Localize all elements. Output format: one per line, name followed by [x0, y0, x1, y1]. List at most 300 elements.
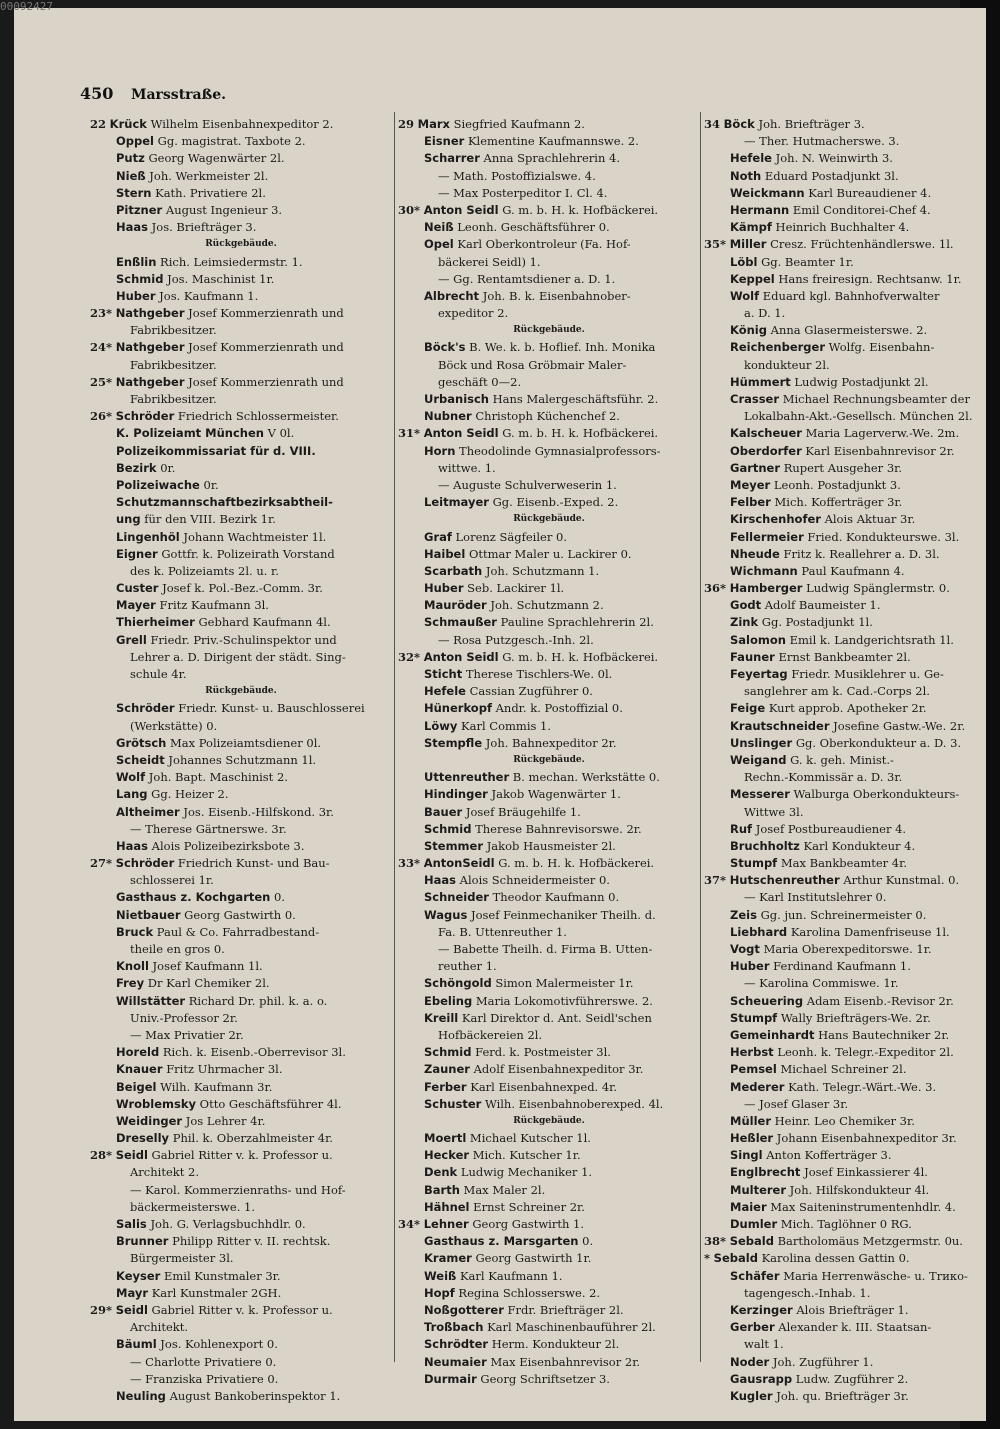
directory-entry — [398, 1010, 700, 1027]
entry-details: Gg. Eisenb.-Exped. 2. — [492, 495, 619, 510]
directory-entry — [398, 975, 700, 992]
directory-entry — [90, 1233, 392, 1250]
entry-continuation: Fabrikbesitzer. — [130, 323, 217, 338]
entry-continuation: des k. Polizeiamts 2l. u. r. — [130, 563, 279, 578]
directory-entry — [90, 219, 392, 236]
surname: Krück — [109, 117, 147, 131]
entry-continuation: — Math. Postoffizialswe. 4. — [438, 168, 596, 183]
directory-entry — [398, 1130, 700, 1147]
surname: Salis — [116, 1217, 147, 1231]
surname: Sebald — [729, 1234, 774, 1249]
surname: Unslinger — [730, 735, 793, 750]
surname: Weidinger — [116, 1113, 183, 1128]
surname: Bruck — [116, 924, 154, 939]
directory-entry — [90, 1388, 392, 1405]
surname: Mauröder — [424, 598, 487, 613]
directory-entry — [398, 735, 700, 752]
surname: Anton Seidl — [423, 426, 499, 441]
directory-entry — [704, 425, 986, 442]
entry-details: Joh. G. Verlagsbuchhdlr. 0. — [150, 1217, 306, 1231]
section-heading: Rückgebäude. — [205, 686, 277, 697]
entry-details: Friedr. Kunst- u. Bauschlosserei — [178, 701, 365, 716]
entry-details: August Bankoberinspektor 1. — [169, 1388, 341, 1403]
directory-entry — [704, 374, 986, 391]
house-number: 30* — [398, 202, 421, 217]
entry-continuation: reuther 1. — [438, 959, 497, 974]
entry-details: Josef Kommerzienrath und — [188, 306, 344, 321]
directory-entry — [704, 477, 986, 494]
surname: Hefele — [730, 151, 772, 166]
house-number: 36* — [704, 581, 727, 596]
directory-entry — [704, 872, 986, 889]
entry-details: G. m. b. H. k. Hofbäckerei. — [498, 856, 655, 871]
street-title: Marsstraße. — [130, 87, 227, 103]
surname: Beigel — [116, 1079, 157, 1094]
surname: Wolf — [116, 770, 146, 785]
entry-details: Maria Lokomotivführerswe. 2. — [475, 993, 653, 1008]
entry-continuation: — Rosa Putzgesch.-Inh. 2l. — [438, 632, 594, 647]
entry-continuation: schule 4r. — [130, 667, 187, 681]
entry-continuation: — Max Posterpeditor I. Cl. 4. — [438, 185, 608, 200]
surname: Anton Seidl — [423, 649, 499, 664]
directory-entry — [398, 443, 700, 460]
directory-entry — [704, 116, 986, 133]
directory-entry — [90, 597, 392, 614]
entry-details: G. m. b. H. k. Hofbäckerei. — [502, 202, 659, 217]
entry-details: Josef Einkassierer 4l. — [804, 1165, 928, 1180]
directory-entry — [704, 1250, 986, 1267]
entry-continuation: Böck und Rosa Gröbmair Maler- — [438, 357, 627, 372]
surname: Hermann — [730, 202, 790, 217]
surname: Noth — [730, 168, 762, 183]
directory-entry — [704, 254, 986, 271]
surname: Böck — [723, 117, 755, 131]
surname: Lingenhöl — [116, 529, 180, 544]
directory-entry — [90, 133, 392, 150]
directory-entry — [398, 1302, 700, 1319]
directory-entry — [704, 391, 986, 408]
entry-continuation: — Max Privatier 2r. — [130, 1027, 244, 1042]
entry-details: Ludwig Postadjunkt 2l. — [794, 374, 929, 389]
entry-details: Joh. Werkmeister 2l. — [149, 168, 269, 183]
house-number: 25* — [90, 374, 113, 389]
directory-entry — [704, 494, 986, 511]
directory-entry — [704, 838, 986, 855]
surname: Polizeikommissariat für d. VIII. — [116, 443, 316, 458]
directory-entry — [90, 1044, 392, 1061]
directory-entry — [704, 941, 986, 958]
entry-details: Ludw. Zugführer 2. — [795, 1371, 909, 1386]
directory-entry — [704, 1319, 986, 1336]
directory-entry — [90, 1285, 392, 1302]
directory-entry — [90, 288, 392, 305]
directory-entry — [90, 1061, 392, 1078]
column-divider — [394, 112, 395, 1362]
surname: Zeis — [730, 907, 757, 922]
entry-details: Phil. k. Oberzahlmeister 4r. — [172, 1131, 333, 1146]
directory-entry — [90, 374, 392, 391]
surname: Multerer — [730, 1182, 787, 1197]
directory-entry — [90, 529, 392, 546]
entry-details: Georg Schriftsetzer 3. — [480, 1371, 610, 1386]
surname: Vogt — [730, 942, 760, 956]
directory-entry — [90, 838, 392, 855]
column-divider — [700, 112, 701, 1362]
surname: Bäuml — [116, 1337, 157, 1352]
surname: Bauer — [424, 804, 463, 819]
surname: Kerzinger — [730, 1302, 793, 1317]
surname: Kreill — [424, 1010, 459, 1025]
entry-details: Andr. k. Postoffizial 0. — [495, 701, 623, 716]
section-heading: Rückgebäude. — [205, 239, 277, 250]
directory-entry — [90, 1130, 392, 1147]
entry-continuation: — Therese Gärtnerswe. 3r. — [130, 821, 287, 836]
surname: Nathgeber — [115, 306, 185, 321]
entry-details: Therese Tischlers-We. 0l. — [465, 667, 613, 681]
surname: Krautschneider — [730, 718, 830, 733]
entry-continuation: Bürgermeister 3l. — [130, 1251, 234, 1266]
entry-details: Rupert Ausgeher 3r. — [783, 460, 903, 475]
surname: Miller — [729, 237, 767, 252]
surname: Anton Seidl — [423, 202, 499, 217]
entry-details: 0r. — [203, 477, 219, 492]
surname: Grell — [116, 632, 147, 647]
entry-details: Heinrich Buchhalter 4. — [775, 220, 910, 235]
entry-details: Joh. Bapt. Maschinist 2. — [148, 770, 288, 785]
surname: Huber — [424, 581, 464, 596]
entry-details: Joh. Briefträger 3. — [758, 117, 865, 131]
directory-entry — [704, 1216, 986, 1233]
surname: Putz — [116, 151, 145, 166]
directory-entry — [704, 597, 986, 614]
house-number: 29* — [90, 1302, 113, 1317]
entry-continuation: Fa. B. Uttenreuther 1. — [438, 924, 567, 939]
directory-entry — [398, 821, 700, 838]
directory-entry — [398, 872, 700, 889]
surname: Wagus — [424, 907, 468, 922]
surname: Hümmert — [730, 374, 791, 389]
entry-details: Karl Eisenbahnexped. 4r. — [470, 1079, 618, 1094]
entry-details: Wolfg. Eisenbahn- — [828, 340, 935, 355]
entry-details: Alois Briefträger 1. — [796, 1302, 909, 1317]
entry-details: Gg. magistrat. Taxbote 2. — [157, 134, 306, 149]
entry-details: Pauline Sprachlehrerin 2l. — [500, 615, 654, 630]
directory-entry — [398, 666, 700, 683]
directory-entry — [90, 614, 392, 631]
surname: Godt — [730, 598, 762, 613]
surname: Durmair — [424, 1371, 477, 1386]
entry-details: Alois Schneidermeister 0. — [459, 873, 610, 888]
house-number: * — [704, 1251, 711, 1266]
surname: Barth — [424, 1182, 460, 1197]
surname: Bezirk — [116, 460, 157, 475]
entry-details: Alois Polizeibezirksbote 3. — [151, 838, 305, 853]
entry-details: Jos. Eisenb.-Hilfskond. 3r. — [183, 804, 334, 819]
entry-details: Leonh. Postadjunkt 3. — [773, 477, 901, 492]
directory-entry — [398, 1216, 700, 1233]
surname: Scheidt — [116, 752, 165, 767]
surname: Schrödter — [424, 1337, 489, 1352]
directory-entry — [704, 563, 986, 580]
directory-entry — [90, 632, 392, 649]
directory-entry — [704, 1182, 986, 1199]
surname: Bruchholtz — [730, 838, 800, 853]
surname: Scheuering — [730, 993, 804, 1008]
directory-entry — [398, 1354, 700, 1371]
entry-details: Adolf Baumeister 1. — [764, 598, 881, 613]
directory-entry — [398, 718, 700, 735]
entry-details: für den VIII. Bezirk 1r. — [144, 512, 276, 527]
directory-entry — [398, 786, 700, 803]
surname: Haas — [116, 838, 148, 853]
surname: Knauer — [116, 1062, 163, 1077]
section-heading: Rückgebäude. — [513, 514, 585, 525]
entry-continuation: Fabrikbesitzer. — [130, 392, 217, 406]
surname: Gausrapp — [730, 1371, 793, 1386]
directory-entry — [90, 1268, 392, 1285]
entry-details: Leonh. Geschäftsführer 0. — [457, 220, 610, 235]
entry-details: Karl Commis 1. — [461, 718, 552, 733]
directory-entry — [90, 855, 392, 872]
entry-continuation: Architekt. — [130, 1320, 188, 1335]
entry-continuation: bäckerei Seidl) 1. — [438, 254, 541, 269]
entry-details: 0. — [582, 1234, 594, 1249]
surname: Müller — [730, 1113, 771, 1128]
entry-details: Alois Aktuar 3r. — [824, 512, 916, 527]
entry-details: Jakob Hausmeister 2l. — [486, 838, 616, 853]
entry-details: Michael Schreiner 2l. — [780, 1062, 907, 1077]
entry-details: Lorenz Sägfeiler 0. — [455, 529, 567, 544]
directory-entry — [398, 683, 700, 700]
entry-details: Cassian Zugführer 0. — [469, 684, 593, 699]
surname: ung — [116, 512, 141, 527]
entry-details: Max Maler 2l. — [463, 1182, 546, 1197]
surname: Hindinger — [424, 787, 488, 802]
surname: AntonSeidl — [423, 856, 495, 871]
entry-details: B. mechan. Werkstätte 0. — [512, 770, 660, 785]
surname: K. Polizeiamt München — [116, 426, 264, 441]
entry-details: Georg Wagenwärter 2l. — [148, 151, 285, 166]
surname: Brunner — [116, 1234, 169, 1249]
directory-entry — [90, 1302, 392, 1319]
entry-details: Seb. Lackirer 1l. — [467, 581, 565, 596]
directory-entry — [90, 185, 392, 202]
house-number: 38* — [704, 1234, 727, 1249]
directory-entry — [398, 236, 700, 253]
directory-entry — [704, 614, 986, 631]
entry-details: Friedr. Musiklehrer u. Ge- — [791, 667, 944, 681]
surname: Pitzner — [116, 202, 163, 217]
entry-details: Jos. Briefträger 3. — [151, 220, 257, 235]
surname: Oppel — [116, 134, 154, 149]
house-number: 32* — [398, 649, 421, 664]
entry-details: Wilh. Kaufmann 3r. — [160, 1079, 273, 1094]
surname: Stumpf — [730, 1010, 778, 1025]
surname: Eisner — [424, 134, 465, 149]
surname: Zink — [730, 615, 759, 630]
entry-continuation: Univ.-Professor 2r. — [130, 1010, 238, 1025]
surname: Sebald — [713, 1251, 758, 1266]
surname: Kalscheuer — [730, 426, 802, 441]
surname: Gartner — [730, 460, 781, 475]
surname: Stumpf — [730, 856, 778, 871]
directory-entry — [90, 271, 392, 288]
directory-entry — [90, 168, 392, 185]
entry-details: Gg. Beamter 1r. — [761, 254, 854, 269]
entry-details: Christoph Küchenchef 2. — [475, 409, 620, 424]
directory-entry — [398, 563, 700, 580]
surname: Nietbauer — [116, 907, 181, 922]
surname: Crasser — [730, 392, 780, 406]
entry-details: Herm. Kondukteur 2l. — [491, 1337, 620, 1352]
directory-entry — [704, 1010, 986, 1027]
entry-details: Arthur Kunstmal. 0. — [843, 873, 960, 888]
surname: Grötsch — [116, 735, 167, 750]
entry-details: Fritz Kaufmann 3l. — [159, 598, 269, 613]
entry-details: Ludwig Mechaniker 1. — [460, 1165, 593, 1180]
surname: Horn — [424, 443, 456, 458]
directory-entry — [398, 408, 700, 425]
directory-entry — [90, 1096, 392, 1113]
surname: Haibel — [424, 546, 466, 561]
directory-entry — [704, 855, 986, 872]
directory-entry — [398, 1268, 700, 1285]
directory-entry — [90, 1113, 392, 1130]
directory-entry — [398, 494, 700, 511]
surname: Thierheimer — [116, 615, 195, 630]
entry-continuation: theile en gros 0. — [130, 942, 225, 956]
directory-entry — [704, 219, 986, 236]
surname: Urbanisch — [424, 392, 489, 406]
surname: Liebhard — [730, 924, 788, 939]
surname: Englbrecht — [730, 1165, 801, 1180]
surname: Uttenreuther — [424, 770, 510, 785]
entry-details: Joh. Schutzmann 2. — [490, 598, 604, 613]
entry-details: Jos. Kohlenexport 0. — [160, 1337, 278, 1352]
directory-entry — [398, 1147, 700, 1164]
entry-details: Richard Dr. phil. k. a. o. — [188, 993, 328, 1008]
directory-entry — [398, 1285, 700, 1302]
surname: Gerber — [730, 1320, 775, 1335]
directory-entry — [704, 529, 986, 546]
directory-entry — [704, 460, 986, 477]
entry-details: Philipp Ritter v. II. rechtsk. — [172, 1234, 331, 1249]
surname: Wroblemsky — [116, 1096, 197, 1111]
house-number: 22 — [90, 117, 107, 131]
surname: Horeld — [116, 1045, 160, 1060]
surname: Huber — [116, 288, 156, 303]
directory-entry — [704, 271, 986, 288]
surname: Hopf — [424, 1285, 455, 1300]
surname: Feige — [730, 701, 766, 716]
entry-details: Michael Kutscher 1l. — [469, 1131, 591, 1146]
surname: Kugler — [730, 1388, 773, 1403]
entry-details: Karl Maschinenbauführer 2l. — [487, 1320, 656, 1335]
surname: Dreselly — [116, 1131, 170, 1146]
entry-details: Gg. Heizer 2. — [151, 787, 229, 802]
entry-details: Josef Kommerzienrath und — [188, 374, 344, 389]
entry-details: Karolina Damenfriseuse 1l. — [790, 924, 950, 939]
directory-entry — [398, 133, 700, 150]
directory-entry — [90, 305, 392, 322]
directory-entry — [90, 907, 392, 924]
section-heading: Rückgebäude. — [513, 754, 585, 765]
entry-details: Cresz. Früchtenhändlerswe. 1l. — [770, 237, 954, 252]
surname: Noßgotterer — [424, 1302, 504, 1317]
directory-entry — [90, 494, 392, 511]
surname: Nheude — [730, 546, 780, 561]
entry-details: Gg. jun. Schreinermeister 0. — [760, 907, 927, 922]
surname: Stempfle — [424, 735, 483, 750]
surname: Neuling — [116, 1388, 166, 1403]
directory-entry — [398, 1079, 700, 1096]
directory-entry — [704, 752, 986, 769]
entry-details: Fritz Uhrmacher 3l. — [166, 1062, 283, 1077]
surname: Neiß — [424, 220, 454, 235]
surname: Hähnel — [424, 1199, 470, 1214]
directory-entry — [704, 1233, 986, 1250]
entry-details: Josef k. Pol.-Bez.-Comm. 3r. — [162, 581, 323, 596]
entry-details: Mich. Taglöhner 0 RG. — [780, 1217, 912, 1231]
entry-details: Anna Sprachlehrerin 4. — [483, 151, 621, 166]
entry-continuation: — Babette Theilh. d. Firma B. Utten- — [438, 942, 653, 956]
surname: Altheimer — [116, 804, 180, 819]
directory-entry — [704, 632, 986, 649]
directory-entry — [90, 116, 392, 133]
surname: Weickmann — [730, 185, 805, 200]
entry-details: Josef Bräugehilfe 1. — [465, 804, 581, 819]
section-heading: Rückgebäude. — [513, 325, 585, 336]
surname: Huber — [730, 959, 770, 974]
surname: Ruf — [730, 821, 753, 836]
entry-details: Mich. Kutscher 1r. — [472, 1148, 581, 1163]
directory-entry — [398, 288, 700, 305]
entry-details: Alexander k. III. Staatsan- — [778, 1320, 932, 1335]
surname: Wichmann — [730, 563, 798, 578]
surname: Singl — [730, 1148, 763, 1163]
entry-details: Ludwig Spänglermstr. 0. — [806, 581, 950, 596]
entry-details: Karl Oberkontroleur (Fa. Hof- — [457, 237, 631, 252]
directory-entry — [398, 614, 700, 631]
entry-details: Joh. Hilfskondukteur 4l. — [789, 1182, 930, 1197]
entry-continuation: kondukteur 2l. — [744, 357, 830, 372]
entry-details: Karl Kondukteur 4. — [803, 838, 916, 853]
surname: Marx — [417, 117, 450, 131]
entry-details: Hans freiresign. Rechtsanw. 1r. — [778, 271, 962, 286]
entry-details: Mich. Kofferträger 3r. — [774, 495, 903, 510]
surname: Albrecht — [424, 288, 480, 303]
surname: Nieß — [116, 168, 146, 183]
house-number: 27* — [90, 856, 113, 871]
entry-details: Eduard kgl. Bahnhofverwalter — [762, 288, 940, 303]
surname: Messerer — [730, 787, 790, 802]
entry-details: Joh. Schutzmann 1. — [485, 563, 600, 578]
entry-details: Karl Bureaudiener 4. — [808, 185, 932, 200]
surname: Seidl — [115, 1148, 148, 1163]
entry-continuation: wittwe. 1. — [438, 460, 496, 475]
entry-details: Josefine Gastw.-We. 2r. — [833, 718, 966, 733]
entry-continuation: Hofbäckereien 2l. — [438, 1027, 543, 1042]
directory-entry — [90, 254, 392, 271]
directory-entry — [90, 1079, 392, 1096]
surname: Scarbath — [424, 563, 483, 578]
surname: Ebeling — [424, 993, 473, 1008]
entry-details: Hans Malergeschäftsführ. 2. — [492, 392, 659, 406]
entry-details: Gottfr. k. Polizeirath Vorstand — [161, 546, 335, 561]
directory-entry — [704, 1164, 986, 1181]
surname: Nathgeber — [115, 374, 185, 389]
surname: Meyer — [730, 477, 771, 492]
